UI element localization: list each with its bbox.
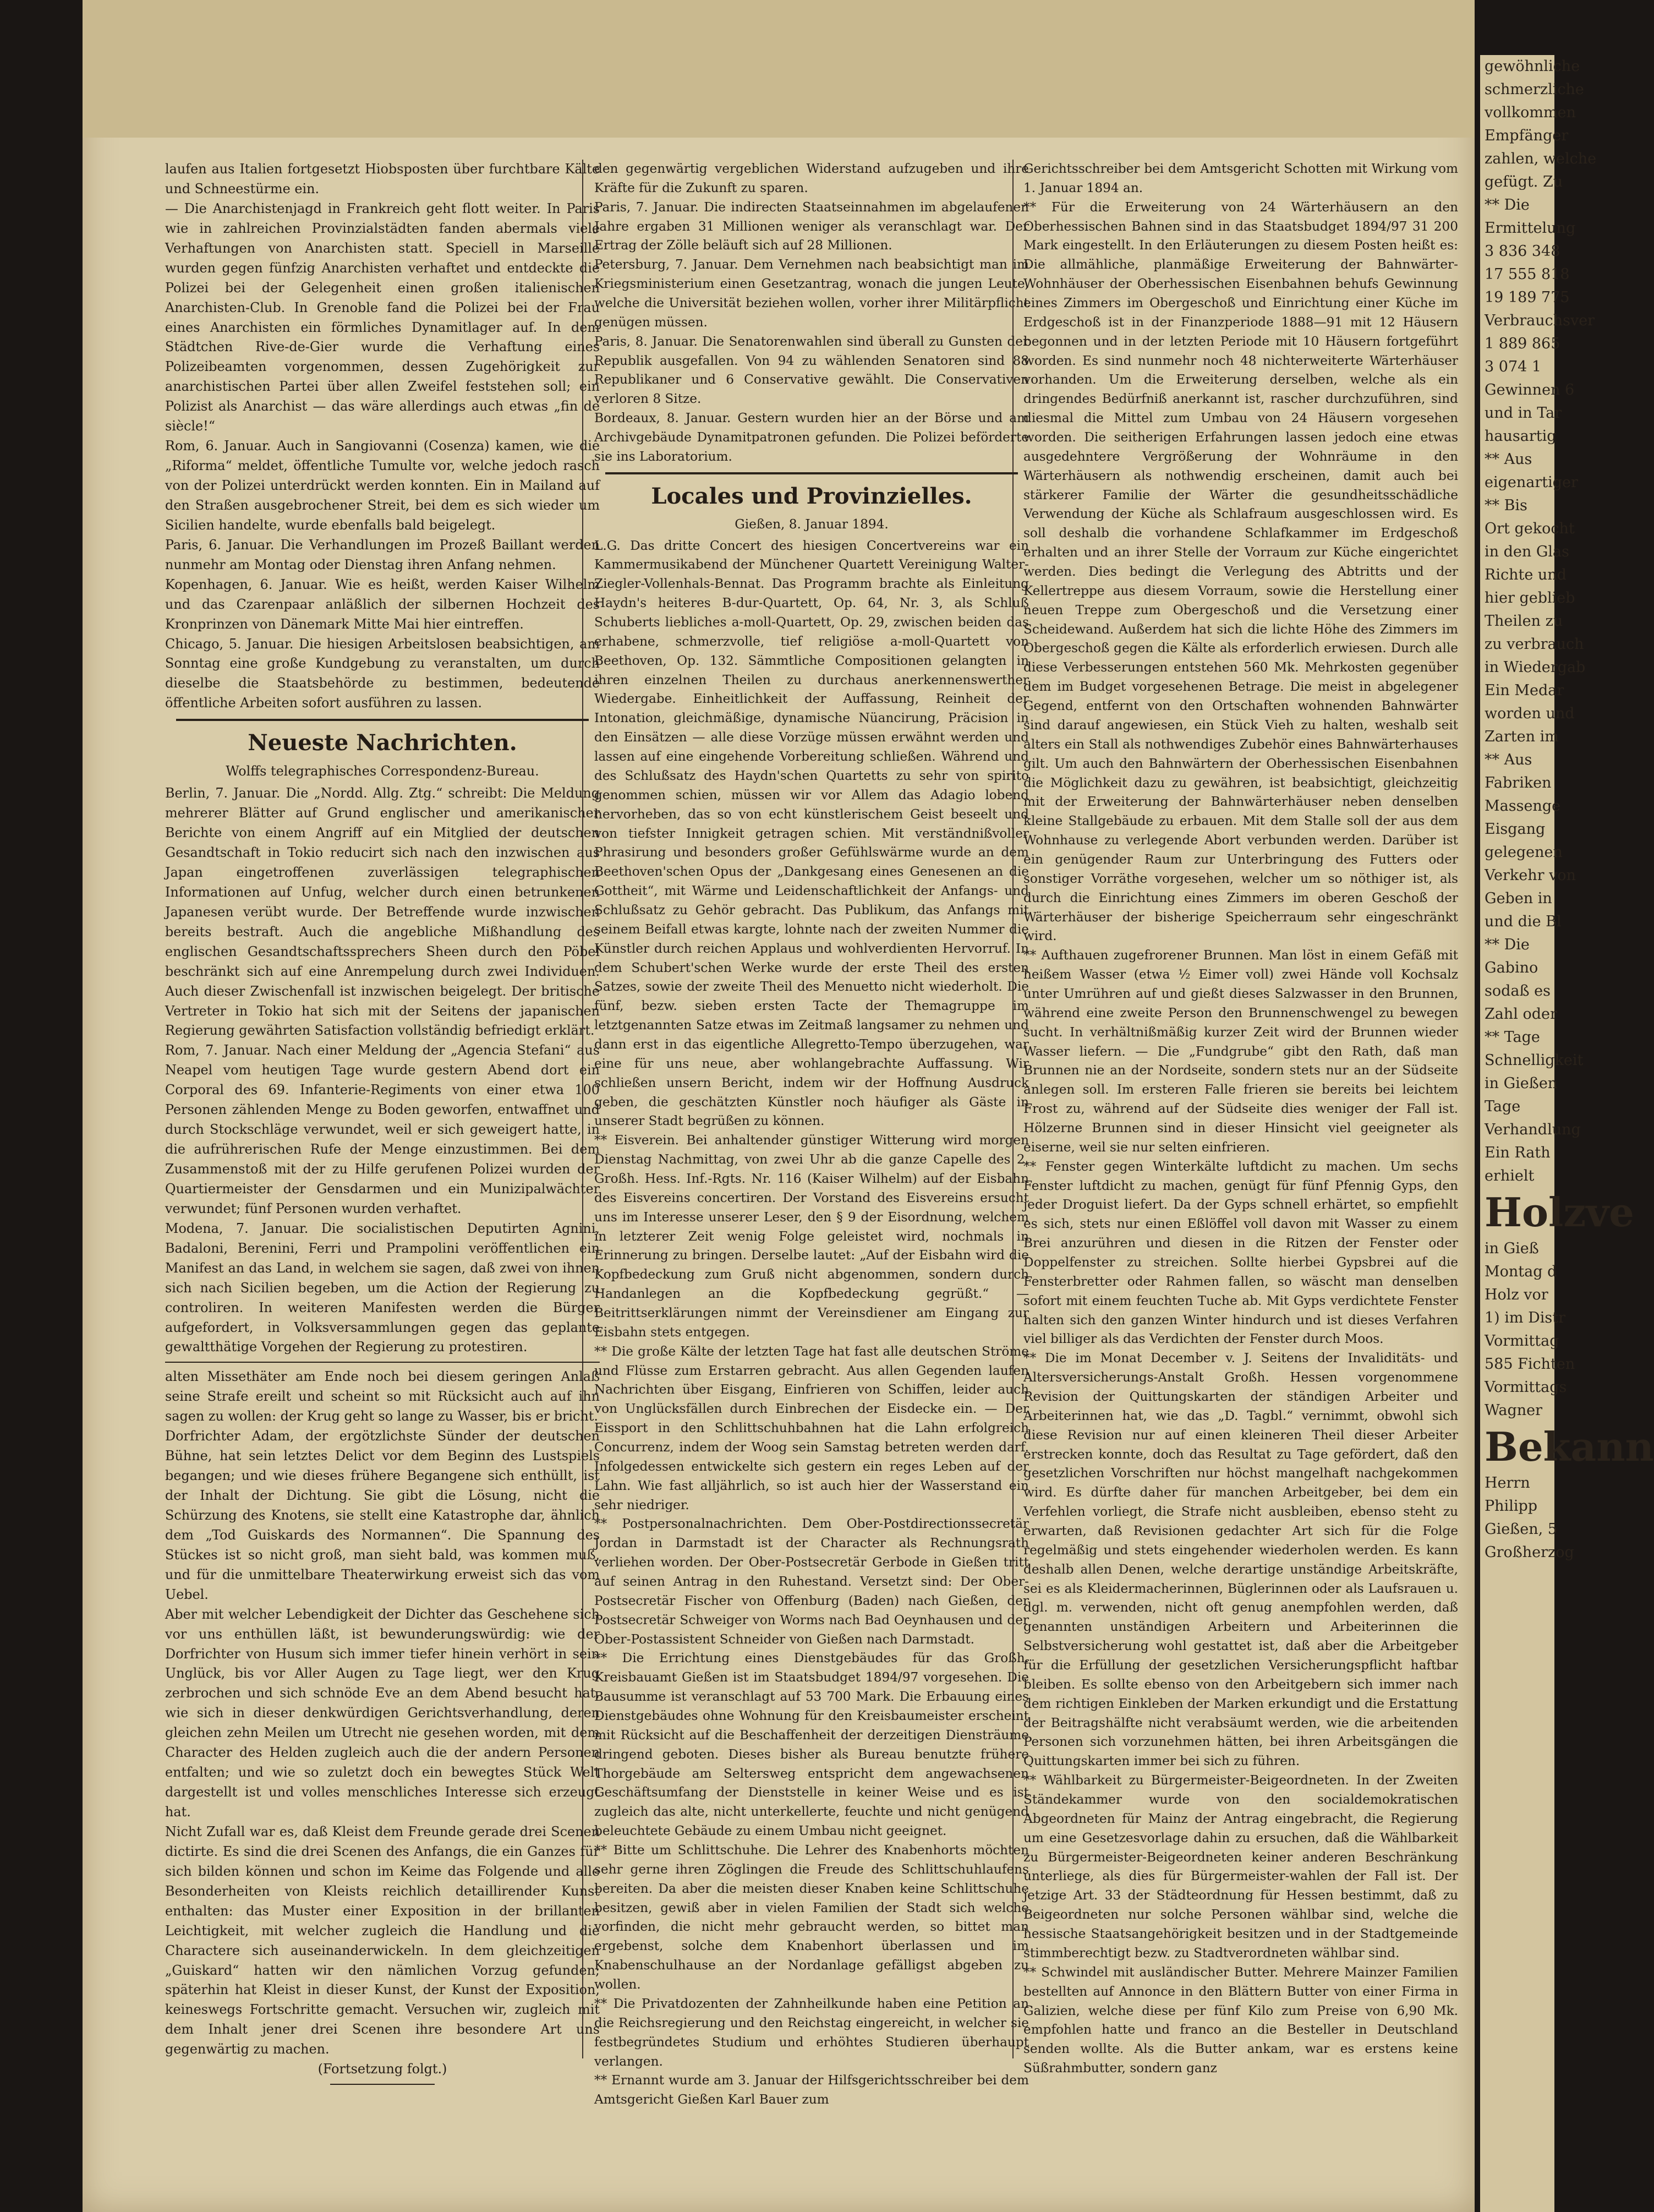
adjacent-page-fragment: 3 836 348 <box>1485 243 1560 260</box>
article-paragraph: ** Schwindel mit ausländischer Butter. Mehrere Mainzer Familien bestellten auf Annonce in den Blättern Butter von einer Firma in Galizien, welche diese per fünf Kilo zum Preise von 6,90 Mk. empfohlen hatte und franco an die Besteller in Deutschland senden wollte. Als die Butter ankam, war es erstens keine Süßrahmbutter, sondern ganz <box>1023 1964 1458 2076</box>
adjacent-page-fragment: 1) im Distr <box>1485 1309 1566 1326</box>
feuilleton-rule <box>165 1362 600 1363</box>
adjacent-page-fragment: Empfänger <box>1485 127 1569 144</box>
article-paragraph: ** Postpersonalnachrichten. Dem Ober-Postdirectionssecretär Jordan in Darmstadt ist der Character als Rechnungsrath verliehen worden. Der Ober-Postsecretär Gerbode in Gießen tritt auf seinen Antrag in den Ruhestand. Versetzt sind: Der Ober-Postsecretär Fischer von Offenburg (Baden) nach Gießen, der Postsecretär Schweiger von Worms nach Bad Oeynhausen und der Ober-Postassistent Schneider von Gießen nach Darmstadt. <box>594 1516 1029 1647</box>
adjacent-page-fragment: Massenge <box>1485 798 1561 815</box>
adjacent-page-fragment: Eisgang <box>1485 821 1546 838</box>
adjacent-page-fragment: Philipp <box>1485 1498 1538 1515</box>
adjacent-page-fragment: Herrn <box>1485 1474 1530 1492</box>
adjacent-page-fragment: und die Bl <box>1485 913 1562 930</box>
article-paragraph: ** Die Privatdozenten der Zahnheilkunde haben eine Petition an die Reichsregierung und den Reichstag eingereicht, in welcher sie festbegründetes Studium und erhöhtes Studieren überhaupt verlangen. <box>594 1996 1029 2069</box>
column-3 <box>1023 160 1458 2078</box>
adjacent-page-fragment: Schnelligkeit <box>1485 1052 1584 1069</box>
adjacent-page-fragment: Ort gekocht <box>1485 520 1575 537</box>
article-paragraph: ** Bitte um Schlittschuhe. Die Lehrer des Knabenhorts möchten sehr gerne ihren Zöglingen die Freude des Schlittschuhlaufens bereiten. Da aber die meisten dieser Knaben keine Schlittschuhe besitzen, gewiß aber in vielen Familien der Stadt sich welche vorfinden, die nicht mehr gebraucht werden, so bittet man ergebenst, solche dem Knabenhort überlassen und im Knabenschulhause an der Nordanlage gefälligst abgeben zu wollen. <box>594 1843 1029 1992</box>
adjacent-page-fragment: Zahl oder <box>1485 1006 1557 1023</box>
feuilleton-paragraph: alten Missethäter am Ende noch bei diesem geringen Anlaß seine Strafe ereilt und scheint so mit Rücksicht auch auf ihn sagen zu wollen: der Krug geht so lange zu Wasser, bis er bricht. <box>165 1369 600 1424</box>
end-rule <box>330 2084 435 2085</box>
article-paragraph: ** Die im Monat December v. J. Seitens der Invaliditäts- und Altersversicherungs-Anstalt Großh. Hessen vorgenommene Revision der Quittungskarten der ständigen Arbeiter und Arbeiterinnen hat, wie das „D. Tagbl.“ vernimmt, obwohl sich diese Revision nur auf einen kleineren Theil dieser Arbeiter erstrecken konnte, doch das Resultat zu Tage gefördert, daß den gesetzlichen Vorschriften nur höchst mangelhaft nachgekommen wird. Es dürfte daher für manchen Arbeitgeber, bei dem ein Verfehlen vorliegt, die Strafe nicht ausbleiben, ebenso steht zu erwarten, daß Revisionen gedachter Art sich für die Folge regelmäßig und stets eingehender wiederholen werden. Es kann deshalb allen Denen, welche derartige unständige Arbeitskräfte, sei es als Kleidermacherinnen, Büglerinnen oder als Laufsrauen u. dgl. m. verwenden, nicht oft genug anempfohlen werden, daß genannten unständigen Arbeitern und Arbeiterinnen die Selbstversicherung wohl gestattet ist, daß aber die Arbeitgeber für die Erfüllung der gesetzlichen Versicherungspflicht haftbar bleiben. Es sollte ebenso von den Arbeitgebern sich immer nach dem richtigen Einkleben der Marken erkundigt und die Erstattung der Beitragshälfte nicht verabsäumt werden, wie die arbeitenden Personen sich vorzunehmen hätten, bei ihren Arbeitsgängen die Quittungskarten immer bei sich zu führen. <box>1023 1351 1458 1769</box>
adjacent-page-fragment: ** Die <box>1485 196 1530 214</box>
adjacent-page-fragment: 1 889 865 <box>1485 335 1560 352</box>
adjacent-page-fragment: Verbrauchsver <box>1485 312 1595 329</box>
adjacent-page-fragment: Gießen, 5 <box>1485 1521 1557 1538</box>
adjacent-page-fragment: Theilen zu <box>1485 613 1563 630</box>
adjacent-page-fragment: in Wiedergab <box>1485 659 1586 676</box>
adjacent-page-fragment: erhielt <box>1485 1167 1535 1184</box>
adjacent-page-fragment: Ermittelung <box>1485 220 1576 237</box>
adjacent-page-fragment: Wagner <box>1485 1402 1543 1419</box>
article-paragraph: ** Ernannt wurde am 3. Januar der Hilfsgerichtsschreiber bei dem Amtsgericht Gießen Karl Bauer zum <box>594 2073 1029 2107</box>
adjacent-page-fragment: ** Tage <box>1485 1029 1540 1046</box>
feuilleton-paragraph: Nicht Zufall war es, daß Kleist dem Freunde gerade drei Scenen dictirte. Es sind die drei Scenen des Anfangs, die ein Ganzes für sich bilden können und schon im Keime das Folgende und alle Besonderheiten von Kleists reichlich detaillirender Kunst enthalten: das Muster einer Exposition in der brillanten Leichtigkeit, mit welcher zugleich die Handlung und die Charactere sich auseinanderwickeln. In dem gleichzeitigen „Guiskard“ hatten wir den nämlichen Vorzug gefunden; späterhin hat Kleist in dieser Kunst, der Kunst der Exposition, keineswegs Fortschritte gemacht. Versuchen wir, zugleich mit dem Inhalt jener drei Scenen ihre besondere Art uns gegenwärtig zu machen. <box>165 1823 600 2057</box>
article-paragraph: ** Die Errichtung eines Dienstgebäudes für das Großh. Kreisbauamt Gießen ist im Staatsbudget 1894/97 vorgesehen. Die Bausumme ist veranschlagt auf 53 700 Mark. Die Erbauung eines Dienstgebäudes ohne Wohnung für den Kreisbaumeister erscheint mit Rücksicht auf die Beschaffenheit der derzeitigen Diensträume dringend geboten. Dieses bisher als Bureau benutzte frühere Thorgebäude am Seltersweg entspricht dem angewachsenen Geschäftsumfang der Dienststelle in keiner Weise und es ist zugleich das alte, nicht unterkellerte, feuchte und nicht genügend beleuchtete Gebäude zu einem Umbau nicht geeignet. <box>594 1651 1029 1839</box>
adjacent-page-fragment: Holzve <box>1485 1189 1634 1236</box>
adjacent-page-fragment: gelegenen <box>1485 844 1563 861</box>
adjacent-page-fragment: Großherzog <box>1485 1544 1574 1561</box>
dateline: Gießen, 8. Januar 1894. <box>735 516 889 532</box>
adjacent-page-fragment: Montag d <box>1485 1263 1557 1280</box>
adjacent-page-fragment: gewöhnliche <box>1485 58 1580 75</box>
column-2 <box>594 160 1029 2110</box>
feuilleton-paragraph: Dorfrichter Adam, der ergötzlichste Sünder der deutschen Bühne, hat sein letztes Delict vor dem Beginn des Lustspiels begangen; und wie dieses frühere Begangene sich enthüllt, ist der Inhalt der Dichtung. Sie gibt die Lösung, nicht die Schürzung des Knotens, sie stellt eine Katastrophe dar, ähnlich dem „Tod Guiskards des Normannen“. Die Spannung des Stückes ist so nicht groß, man sieht bald, was kommen muß, und für die unmittelbare Theaterwirkung erweist sich das vom Uebel. <box>165 1428 600 1602</box>
adjacent-page-fragment: hausartig <box>1485 428 1557 445</box>
adjacent-page-fragment: worden und <box>1485 705 1575 722</box>
article-paragraph: — Die Anarchistenjagd in Frankreich geht flott weiter. In Paris wie in zahlreichen Provinzialstädten fanden abermals viele Verhaftungen von Anarchisten statt. Speciell in Marseille wurden gegen fünfzig Anarchisten verhaftet und entdeckte die Polizei bei der Gelegenheit einen großen italienischen Anarchisten-Club. In Grenoble fand die Polizei bei der Frau eines Anarchisten ein förmliches Dynamitlager auf. In dem Städtchen Rive-de-Gier wurde die Verhaftung eines Polizeibeamten vorgenommen, dessen Zugehörigkeit zur anarchistischen Partei über allen Zweifel feststehen soll; ein Polizist als Anarchist — das wäre allerdings auch etwas „fin de siècle!“ <box>165 200 600 434</box>
top-margin <box>83 0 1475 138</box>
adjacent-page-fragment: Tage <box>1485 1098 1521 1115</box>
adjacent-page-fragment: Zarten im <box>1485 728 1559 745</box>
adjacent-page-fragment: Bekann <box>1485 1423 1654 1470</box>
article-paragraph: Kopenhagen, 6. Januar. Wie es heißt, werden Kaiser Wilhelm und das Czarenpaar anläßlich der silbernen Hochzeit des Kronprinzen von Dänemark Mitte Mai hier eintreffen. <box>165 576 600 632</box>
feuilleton-paragraph: Aber mit welcher Lebendigkeit der Dichter das Geschehene sich vor uns enthüllen läßt, ist bewunderungswürdig: wie der Dorfrichter von Husum sich immer tiefer hinein verhört in sein Unglück, bis vor Aller Augen zu Tage liegt, wer den Krug zerbrochen und sich schnöde Eve an dem Abend besucht hat, wie sich in dieser denkwürdigen Gerichtsverhandlung, deren gleichen zehn Meilen um Utrecht nie gesehen worden, mit dem Character des Helden zugleich auch die der andern Personen entfalten; und wie so zuletzt doch ein bewegtes Stück Welt dargestellt ist und volles menschliches Interesse sich erzeugt hat. <box>165 1606 600 1820</box>
adjacent-page-fragments <box>1480 55 1654 1564</box>
adjacent-page-fragment: eigenartiger <box>1485 474 1578 491</box>
adjacent-page-fragment: Verkehr von <box>1485 867 1576 884</box>
adjacent-page-fragment: Geben in <box>1485 890 1552 907</box>
continuation-note: (Fortsetzung folgt.) <box>317 2061 447 2077</box>
adjacent-page-fragment: 17 555 818 <box>1485 266 1570 283</box>
adjacent-page-fragment: Gewinnen 6 <box>1485 381 1575 398</box>
adjacent-page-fragment: Verhandlung <box>1485 1121 1581 1138</box>
article-paragraph: ** Eisverein. Bei anhaltender günstiger Witterung wird morgen Dienstag Nachmittag, von zwei Uhr ab die ganze Capelle des 2. Großh. Hess. Inf.-Rgts. Nr. 116 (Kaiser Wilhelm) auf der Eisbahn des Eisvereins concertiren. Der Vorstand des Eisvereins ersucht uns im Interesse unserer Leser, den § 9 der Eisordnung, welchem in letzterer Zeit wenig Folge geleistet wird, nochmals in Erinnerung zu bringen. Derselbe lautet: „Auf der Eisbahn wird die Kopfbedeckung zum Gruß nicht abgenommen, sondern durch Handanlegen an die Kopfbedeckung gegrüßt.“ — Beitrittserklärungen nimmt der Vereinsdiener am Eingang zur Eisbahn stets entgegen. <box>594 1133 1029 1340</box>
article-paragraph: Bordeaux, 8. Januar. Gestern wurden hier an der Börse und am Archivgebäude Dynamitpatronen gefunden. Die Polizei beförderte sie ins Laboratorium. <box>594 411 1029 464</box>
article-paragraph: Modena, 7. Januar. Die socialistischen Deputirten Agnini, Badaloni, Berenini, Ferri und Prampolini veröffentlichen ein Manifest an das Land, in welchem sie sagen, daß zwei von ihnen sich nach Sicilien begeben, um die Action der Regierung zu controliren. In weiteren Manifesten werden die Bürger aufgefordert, in Volksversammlungen gegen das geplante gewaltthätige Vorgehen der Regierung zu protestiren. <box>165 1220 600 1355</box>
adjacent-page-fragment: Richte und <box>1485 566 1567 583</box>
adjacent-page-fragment: und in Tar <box>1485 405 1562 422</box>
section-rule <box>176 719 589 721</box>
adjacent-page-fragment: zu verbrauch <box>1485 636 1584 653</box>
adjacent-page-fragment: ** Aus <box>1485 751 1532 768</box>
article-paragraph: Petersburg, 7. Januar. Dem Vernehmen nach beabsichtigt man im Kriegsministerium einen Gesetzantrag, wonach die jungen Leute, welche die Universität beziehen wollen, vorher ihrer Militärpflicht genügen müssen. <box>594 257 1029 330</box>
adjacent-page-fragment: vollkommen <box>1485 104 1576 121</box>
adjacent-page-fragment: Fabriken <box>1485 774 1552 791</box>
article-paragraph: den gegenwärtig vergeblichen Widerstand aufzugeben und ihre Kräfte für die Zukunft zu sparen. <box>594 161 1029 195</box>
adjacent-page-fragment: Vormittag <box>1485 1332 1559 1350</box>
adjacent-page-fragment: ** Aus <box>1485 451 1532 468</box>
article-paragraph: Rom, 7. Januar. Nach einer Meldung der „Agencia Stefani“ aus Neapel vom heutigen Tage wurde gestern Abend dort ein Corporal des 69. Infanterie-Regiments von einer etwa 100 Personen zählenden Menge zu Boden geworfen, entwaffnet und durch Stockschläge verwundet, weil er sich geweigert hatte, in die aufrührerischen Rufe der Menge einzustimmen. Bei dem Zusammenstoß mit der zu Hilfe gerufenen Polizei wurden der Quartiermeister der Gensdarmen und ein Munizipalwächter verwundet; fünf Personen wurden verhaftet. <box>165 1042 600 1216</box>
adjacent-page-fragment: Ein Medar <box>1485 682 1564 699</box>
adjacent-page-fragment: in Gieß <box>1485 1240 1539 1257</box>
article-paragraph: Paris, 6. Januar. Die Verhandlungen im Prozeß Baillant werden nunmehr am Montag oder Dienstag ihren Anfang nehmen. <box>165 537 600 572</box>
article-paragraph: Paris, 8. Januar. Die Senatorenwahlen sind überall zu Gunsten der Republik ausgefallen. Von 94 zu wählenden Senatoren sind 88 Republikaner und 6 Conservative gewählt. Die Conservativen verloren 8 Sitze. <box>594 334 1029 407</box>
adjacent-page-fragment: Gabino <box>1485 959 1538 976</box>
article-paragraph: ** Aufthauen zugefrorener Brunnen. Man löst in einem Gefäß mit heißem Wasser (etwa ½ Eimer voll) zwei Hände voll Kochsalz unter Umrühren auf und gießt dieses Salzwasser in den Brunnen, während eine zweite Person den Brunnenschwengel zu bewegen sucht. In verhältnißmäßig kurzer Zeit wird der Brunnen wieder Wasser liefern. — Die „Fundgrube“ gibt den Rath, daß man Brunnen nie an der Nordseite, sondern stets nur an der Südseite anlegen soll. Im ersteren Falle frieren sie bereits bei leichtem Frost zu, während auf der Südseite dies weniger der Fall ist. Hölzerne Brunnen sind in dieser Hinsicht viel geeigneter als eiserne, weil sie nur selten einfrieren. <box>1023 948 1458 1155</box>
adjacent-page-fragment: in Gießen <box>1485 1075 1558 1092</box>
adjacent-page-fragment: in den Glas <box>1485 543 1569 560</box>
section-heading-news: Neueste Nachrichten. <box>248 730 517 756</box>
news-agency-line: Wolffs telegraphisches Correspondenz-Bureau. <box>226 763 539 779</box>
article-paragraph: Gerichtsschreiber bei dem Amtsgericht Schotten mit Wirkung vom 1. Januar 1894 an. <box>1023 161 1458 195</box>
adjacent-page-fragment: 585 Fichten <box>1485 1356 1575 1373</box>
article-paragraph: ** Für die Erweiterung von 24 Wärterhäusern an den Oberhessischen Bahnen sind in das Staatsbudget 1894/97 31 200 Mark eingestellt. In den Erläuterungen zu diesem Posten heißt es: Die allmähliche, planmäßige Erweiterung der Bahnwärter-Wohnhäuser der Oberhessischen Eisenbahnen behufs Gewinnung eines Zimmers im Obergeschoß und Einrichtung einer Küche im Erdgeschoß ist in der Finanzperiode 1888—91 mit 12 Häusern begonnen und in der letzten Periode mit 10 Häusern fortgeführt worden. Es sind nunmehr noch 48 nichterweiterte Wärterhäuser vorhanden. Um die Erweiterung derselben, welche als ein dringendes Bedürfniß anerkannt ist, rascher durchzuführen, sind diesmal die Mittel zum Umbau von 24 Häusern vorgesehen worden. Die seitherigen Erfahrungen lassen jedoch eine etwas ausgedehntere Vergrößerung der Wohnräume in den Wärterhäusern als nothwendig erscheinen, damit auch bei stärkerer Familie der Wärter die gesundheitsschädliche Verwendung der Küche als Schlafraum ausgeschlossen wird. Es soll deshalb die vorhandene Schlafkammer im Erdgeschoß erhalten und an ihrer Stelle der Vorraum zur Küche eingerichtet werden. Dies bedingt die Verlegung des Abtritts und der Kellertreppe aus diesem Vorraum, sowie die Herstellung einer neuen Treppe zum Obergeschoß und die Versetzung einer Scheidewand. Außerdem hat sich die lichte Höhe des Zimmers im Obergeschoß gegen die Kälte als erforderlich erwiesen. Durch alle diese Verbesserungen entstehen 560 Mk. Mehrkosten gegenüber dem im Budget vorgesehenen Betrage. Die meist in abgelegener Gegend, entfernt von den Ortschaften wohnenden Bahnwärter sind darauf angewiesen, ein Stück Vieh zu halten, weshalb seit alters ein Stall als nothwendiges Zubehör eines Bahnwärterhauses gilt. Um auch den Bahnwärtern der Oberhessischen Eisenbahnen die Möglichkeit dazu zu gewähren, ist beabsichtigt, gleichzeitig mit der Erweiterung der Bahnwärterhäuser neben denselben kleine Stallgebäude zu erbauen. Mit dem Stalle soll der aus dem Wohnhause zu verlegende Abort verbunden werden. Darüber ist ein genügender Raum zur Unterbringung des Futters oder sonstiger Vorräthe vorgesehen, welcher um so nöthiger ist, als durch die Einrichtung eines Zimmers im oberen Geschoß der Wärterhäuser der bisherige Speicherraum sehr eingeschränkt wird. <box>1023 199 1458 944</box>
section-heading-local: Locales und Provinzielles. <box>651 483 972 509</box>
adjacent-page-fragment: schmerzliche <box>1485 81 1584 98</box>
adjacent-page-fragment: sodaß es <box>1485 982 1551 1000</box>
column-1 <box>165 160 600 2089</box>
adjacent-page-fragment: hier geblieb <box>1485 589 1575 607</box>
article-paragraph: ** Wählbarkeit zu Bürgermeister-Beigeordneten. In der Zweiten Ständekammer wurde von den socialdemokratischen Abgeordneten für Mainz der Antrag eingebracht, die Regierung um eine Gesetzesvorlage dahin zu ersuchen, daß die Wählbarkeit zu Bürgermeister-Beigeordneten keiner anderen Beschränkung unterliege, als dies für Bürgermeister-wahlen der Fall ist. Der jetzige Art. 33 der Städteordnung für Hessen bestimmt, daß zu Beigeordneten nur solche Personen wählbar sind, welche die hessische Staatsangehörigkeit besitzen und in der Stadtgemeinde stimmberechtigt bezw. zu Stadtverordneten wählbar sind. <box>1023 1773 1458 1960</box>
article-paragraph: laufen aus Italien fortgesetzt Hiobsposten über furchtbare Kälte und Schneestürme ein. <box>165 161 600 196</box>
section-rule <box>605 472 1018 474</box>
adjacent-page-fragment: ** Bis <box>1485 497 1527 514</box>
article-paragraph: ** Fenster gegen Winterkälte luftdicht zu machen. Um sechs Fenster luftdicht zu machen, genügt für fünf Pfennig Gyps, den jeder Droguist liefert. Da der Gyps schnell erhärtet, so empfiehlt es sich, stets nur einen Eßlöffel voll davon mit Wasser zu einem Brei anzurühren und diesen in die Ritzen der Fenster oder Doppelfenster zu streichen. Sollte hierbei Gypsbrei auf die Fensterbretter oder Rahmen fallen, so wäscht man denselben sofort mit einem feuchten Tuche ab. Mit Gyps verdichtete Fenster halten sich den ganzen Winter hindurch und ist dieses Verfahren viel billiger als das Verdichten der Fenster durch Moos. <box>1023 1159 1458 1347</box>
article-paragraph: L.G. Das dritte Concert des hiesigen Concertvereins war ein Kammermusikabend der Münchener Quartett Vereinigung Walter-Ziegler-Vollenhals-Bennat. Das Programm brachte als Einleitung Haydn's heiteres B-dur-Quartett, Op. 64, Nr. 3, als Schluß Schuberts liebliches a-moll-Quartett, Op. 29, zwischen beiden das erhabene, schmerzvolle, tief religiöse a-moll-Quartett von Beethoven, Op. 132. Sämmtliche Compositionen gelangten in ihren einzelnen Theilen zu durchaus anerkennenswerther Wiedergabe. Einheitlichkeit der Auffassung, Reinheit der Intonation, gleichmäßige, dynamische Nüancirung, Präcision in den Einsätzen — alle diese Vorzüge müssen erwähnt werden und lassen auf eine eingehende Vorbereitung schließen. Während und des Schlußsatz des Haydn'schen Quartetts zu sehr von spirito genommen schien, müssen wir vor Allem das Adagio lobend hervorheben, das so von echt künstlerischem Geist beseelt und von tiefster Innigkeit getragen schien. Mit verständnißvoller Phrasirung und besonders großer Gefühlswärme wurde an dem Beethoven'schen Opus der „Dankgesang eines Genesenen an die Gottheit“, mit Wärme und Leidenschaftlichkeit der Anfangs- und Schlußsatz zu Gehör gebracht. Das Publikum, das Anfangs mit seinem Beifall etwas kargte, lohnte nach der zweiten Nummer die Künstler durch reichen Applaus und wohlverdienten Hervorruf. In dem Schubert'schen Werke wurde der erste Theil des ersten Satzes, sowie der zweite Theil des Menuetto nicht wiederholt. Die fünf, bezw. sieben ersten Tacte der Themagruppe im letztgenannten Satze etwas im Zeitmaß langsamer zu nehmen und dann erst in das eigentliche Allegretto-Tempo überzugehen, war eine für uns neue, aber wohlangebrachte Auffassung. Wir schließen unsern Bericht, indem wir der Hoffnung Ausdruck geben, die geschätzten Künstler noch häufiger als Gäste in unserer Stadt begrüßen zu können. <box>594 538 1029 1129</box>
adjacent-page-fragment: Holz vor <box>1485 1286 1548 1303</box>
article-paragraph: Paris, 7. Januar. Die indirecten Staatseinnahmen im abgelaufenen Jahre ergaben 31 Millionen weniger als veranschlagt war. Der Ertrag der Zölle beläuft sich auf 28 Millionen. <box>594 199 1029 253</box>
adjacent-page-fragment: Vormittags <box>1485 1379 1567 1396</box>
adjacent-page-fragment: 19 189 775 <box>1485 289 1570 306</box>
adjacent-page-fragment: zahlen, welche <box>1485 150 1597 167</box>
article-paragraph: Rom, 6. Januar. Auch in Sangiovanni (Cosenza) kamen, wie die „Riforma“ meldet, öffentliche Tumulte vor, welche jedoch rasch von der Polizei unterdrückt werden konnten. Ein in Mailand auf den Straßen ausgebrochener Streit, bei dem es sich wieder um Sicilien handelte, wurde ebenfalls bald beigelegt. <box>165 438 600 533</box>
article-paragraph: ** Die große Kälte der letzten Tage hat fast alle deutschen Ströme und Flüsse zum Erstarren gebracht. Aus allen Gegenden laufen Nachrichten über Eisgang, Einfrieren von Schiffen, leider auch von Unglücksfällen durch Einbrechen der Eisdecke ein. — Der Eissport in den Schlittschuhbahnen hat die Lahn erfolgreich Concurrenz, indem der Woog sein Samstag betreten werden darf. Infolgedessen entwickelte sich gestern ein reges Leben auf der Lahn. Wie fast alljährlich, so ist auch hier der Wasserstand ein sehr niedriger. <box>594 1343 1029 1512</box>
adjacent-page-fragment: gefügt. Zu <box>1485 173 1563 190</box>
article-paragraph: Chicago, 5. Januar. Die hiesigen Arbeitslosen beabsichtigen, am Sonntag eine große Kundgebung zu veranstalten, um durch dieselbe die Staatsbehörde zu bestimmen, bedeutende öffentliche Arbeiten sofort ausführen zu lassen. <box>165 636 600 711</box>
article-paragraph: Berlin, 7. Januar. Die „Nordd. Allg. Ztg.“ schreibt: Die Meldung mehrerer Blätter auf Grund englischer und amerikanischer Berichte von einem Angriff auf ein Mitglied der deutschen Gesandtschaft in Tokio reducirt sich nach den inzwischen aus Japan eingetroffenen zuverlässigen telegraphischen Informationen auf Unfug, welcher durch einen betrunkenen Japanesen verübt wurde. Der Betreffende wurde inzwischen bereits bestraft. Auch die angebliche Mißhandlung des englischen Gesandtschaftssprechers Sheen durch den Pöbel beschränkt sich auf eine Anrempelung durch zwei Individuen. Auch dieser Zwischenfall ist inzwischen beigelegt. Der britische Vertreter in Tokio hat sich mit der Seitens der japanischen Regierung gewährten Satisfaction vollständig befriedigt erklärt. <box>165 785 600 1039</box>
adjacent-page-fragment: ** Die <box>1485 936 1530 953</box>
adjacent-page-edge <box>1480 55 1654 2212</box>
adjacent-page-fragment: Ein Rath <box>1485 1144 1551 1161</box>
adjacent-page-fragment: 3 074 1 <box>1485 358 1542 375</box>
